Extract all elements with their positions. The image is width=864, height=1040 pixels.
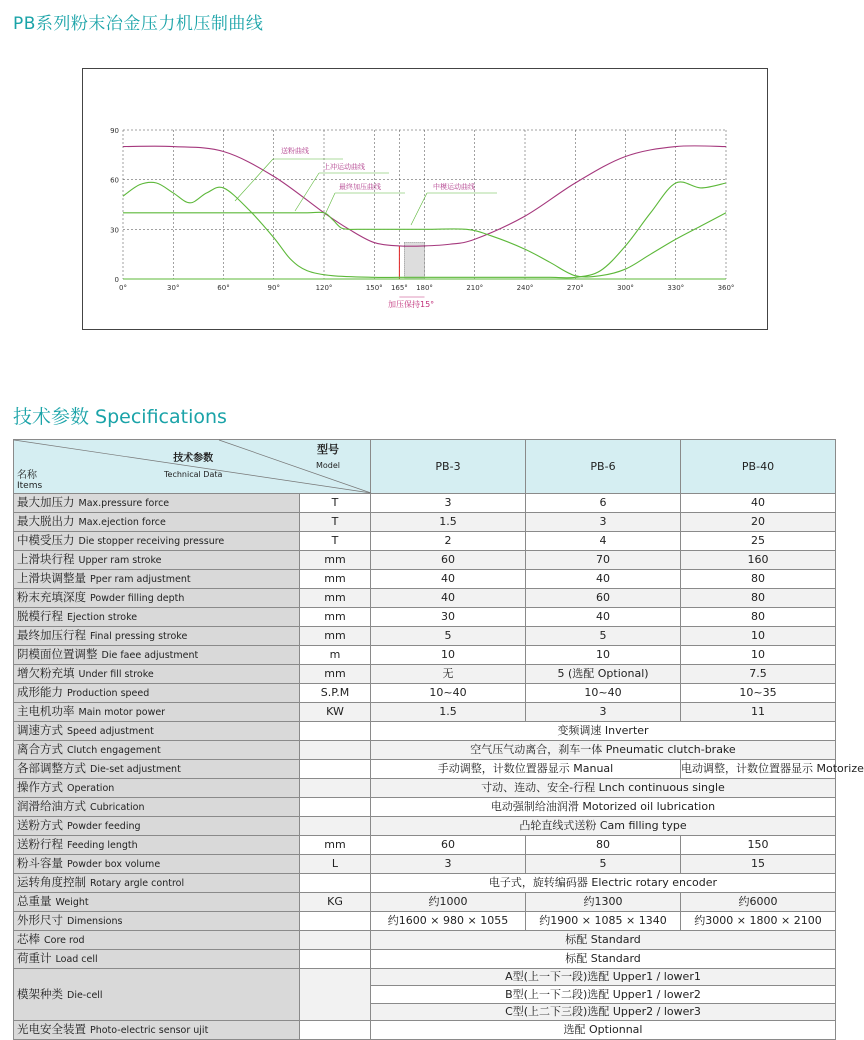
spec-value: 60 xyxy=(371,836,526,855)
spec-value: 无 xyxy=(371,665,526,684)
spec-row xyxy=(14,665,836,684)
spec-unit xyxy=(300,1021,371,1040)
spec-value: 电动调整，计数位置器显示 Motorize xyxy=(681,760,836,779)
spec-unit xyxy=(300,931,371,950)
model-pb40: PB-40 xyxy=(681,440,836,494)
header-items-cn: 名称 xyxy=(17,470,37,481)
spec-row xyxy=(14,646,836,665)
spec-value: 电动强制给油润滑 Motorized oil lubrication xyxy=(371,798,836,817)
item-name-cn: 阴模面位置调整 xyxy=(17,647,98,661)
spec-value: 10 xyxy=(681,646,836,665)
spec-unit: mm xyxy=(300,836,371,855)
spec-item-name xyxy=(14,627,300,646)
die-cell-option: B型(上一下二段)选配 Upper1 / lower2 xyxy=(371,986,836,1003)
spec-value: 选配 Optionnal xyxy=(371,1021,836,1040)
spec-unit: KG xyxy=(300,893,371,912)
item-name-en: Final pressing stroke xyxy=(90,631,188,642)
item-name-en: Die-set adjustment xyxy=(90,764,181,775)
spec-unit: mm xyxy=(300,589,371,608)
spec-item-name xyxy=(14,855,300,874)
spec-row xyxy=(14,589,836,608)
y-tick-label: 0 xyxy=(114,276,119,284)
x-tick-label: 180° xyxy=(416,284,433,292)
spec-item-name xyxy=(14,836,300,855)
spec-value: 变频调速 Inverter xyxy=(371,722,836,741)
spec-item-name xyxy=(14,874,300,893)
spec-value: 10 xyxy=(371,646,526,665)
item-name-cn: 送粉行程 xyxy=(17,837,63,851)
annotation-label: 最终加压曲线 xyxy=(339,183,381,191)
header-corner-cell xyxy=(14,440,371,494)
spec-value: 70 xyxy=(526,551,681,570)
item-name-cn: 润滑给油方式 xyxy=(17,799,86,813)
spec-value: 4 xyxy=(526,532,681,551)
item-name-en: Main motor power xyxy=(78,707,166,718)
spec-table xyxy=(13,439,864,1040)
spec-unit: L xyxy=(300,855,371,874)
model-pb6: PB-6 xyxy=(526,440,681,494)
spec-value: 10 xyxy=(681,627,836,646)
spec-unit xyxy=(300,722,371,741)
spec-value: 20 xyxy=(681,513,836,532)
spec-item-name xyxy=(14,589,300,608)
spec-row xyxy=(14,741,836,760)
x-tick-label: 120° xyxy=(315,284,333,292)
item-name-cn: 总重量 xyxy=(17,894,52,908)
item-name-cn: 最大脱出力 xyxy=(17,514,75,528)
spec-unit: T xyxy=(300,513,371,532)
spec-value: 电子式，旋转编码器 Electric rotary encoder xyxy=(371,874,836,893)
spec-row xyxy=(14,627,836,646)
item-name-en: Powder box volume xyxy=(67,859,161,870)
spec-value: 寸动、连动、安全-行程 Lnch continuous single xyxy=(371,779,836,798)
spec-unit: T xyxy=(300,532,371,551)
spec-item-name xyxy=(14,703,300,722)
item-name-cn: 上滑块调整量 xyxy=(17,571,86,585)
item-name-cn: 粉斗容量 xyxy=(17,856,63,870)
spec-value: 5 xyxy=(526,627,681,646)
item-name-en: Die stopper receiving pressure xyxy=(78,536,225,547)
spec-unit xyxy=(300,779,371,798)
spec-item-name xyxy=(14,646,300,665)
spec-item-name xyxy=(14,570,300,589)
spec-row xyxy=(14,494,836,513)
spec-row xyxy=(14,836,836,855)
spec-value: 10~40 xyxy=(371,684,526,703)
spec-value: 7.5 xyxy=(681,665,836,684)
item-name-cn: 脱模行程 xyxy=(17,609,63,623)
hold-annotation: 加压保持15° xyxy=(388,300,435,309)
item-name-cn: 上滑块行程 xyxy=(17,552,75,566)
spec-unit: mm xyxy=(300,665,371,684)
spec-value: 手动调整，计数位置器显示 Manual xyxy=(371,760,681,779)
item-name-en: Weight xyxy=(55,897,89,908)
spec-row xyxy=(14,969,836,986)
item-name-en: Dimensions xyxy=(67,916,123,927)
spec-unit xyxy=(300,950,371,969)
item-name-en: Clutch engagement xyxy=(67,745,161,756)
item-name-cn: 荷重计 xyxy=(17,951,52,965)
item-name-cn: 最终加压行程 xyxy=(17,628,86,642)
header-tech-data xyxy=(164,451,222,483)
x-tick-label: 240° xyxy=(516,284,534,292)
x-tick-label: 300° xyxy=(617,284,634,292)
annotation-leader xyxy=(323,193,335,219)
annotation-label: 中模运动曲线 xyxy=(433,183,475,191)
item-name-cn: 中模受压力 xyxy=(17,533,75,547)
spec-item-name xyxy=(14,779,300,798)
item-name-cn: 光电安全装置 xyxy=(17,1022,86,1037)
spec-item-name xyxy=(14,532,300,551)
x-tick-label: 210° xyxy=(466,284,484,292)
spec-item-name xyxy=(14,1021,300,1040)
spec-item-name xyxy=(14,798,300,817)
chart-svg xyxy=(83,69,767,329)
spec-item-name xyxy=(14,893,300,912)
chart-section-title: PB系列粉末冶金压力机压制曲线 xyxy=(13,14,264,34)
y-tick-label: 90 xyxy=(110,127,119,135)
x-tick-label: 30° xyxy=(167,284,180,292)
spec-item-name xyxy=(14,760,300,779)
spec-item-name xyxy=(14,608,300,627)
spec-value: 11 xyxy=(681,703,836,722)
spec-value: 60 xyxy=(526,589,681,608)
spec-row xyxy=(14,703,836,722)
spec-value: 标配 Standard xyxy=(371,950,836,969)
spec-value: 150 xyxy=(681,836,836,855)
spec-item-name xyxy=(14,722,300,741)
spec-item-name xyxy=(14,513,300,532)
header-items-en: Items xyxy=(17,481,43,491)
spec-row xyxy=(14,570,836,589)
x-tick-label: 330° xyxy=(667,284,685,292)
spec-item-name xyxy=(14,551,300,570)
spec-unit xyxy=(300,912,371,931)
item-name-cn: 粉末充填深度 xyxy=(17,590,86,604)
spec-value: 10~35 xyxy=(681,684,836,703)
header-model-cn: 型号 xyxy=(316,443,339,456)
spec-unit: KW xyxy=(300,703,371,722)
spec-unit: S.P.M xyxy=(300,684,371,703)
spec-item-name xyxy=(14,950,300,969)
spec-value: 40 xyxy=(371,589,526,608)
item-name-en: Ejection stroke xyxy=(67,612,138,623)
spec-row xyxy=(14,874,836,893)
item-name-cn: 最大加压力 xyxy=(17,495,75,509)
item-name-en: Feeding length xyxy=(67,840,138,851)
spec-row xyxy=(14,912,836,931)
header-items xyxy=(17,470,42,491)
spec-value: 80 xyxy=(681,570,836,589)
spec-item-name xyxy=(14,969,300,1021)
spec-value: 40 xyxy=(371,570,526,589)
spec-value: 3 xyxy=(526,513,681,532)
spec-unit xyxy=(300,760,371,779)
x-tick-label: 360° xyxy=(717,284,735,292)
spec-value: 约1600 × 980 × 1055 xyxy=(371,912,526,931)
x-tick-label: 90° xyxy=(267,284,280,292)
item-name-cn: 模架种类 xyxy=(17,986,63,1001)
spec-row xyxy=(14,817,836,836)
spec-value: 6 xyxy=(526,494,681,513)
spec-value: 3 xyxy=(371,855,526,874)
header-model xyxy=(316,442,340,474)
spec-value: 1.5 xyxy=(371,513,526,532)
spec-value: 约1000 xyxy=(371,893,526,912)
spec-value: 约1300 xyxy=(526,893,681,912)
spec-row xyxy=(14,684,836,703)
item-name-cn: 各部调整方式 xyxy=(17,761,86,775)
spec-value: 15 xyxy=(681,855,836,874)
header-tech-en: Technical Data xyxy=(164,470,223,479)
spec-item-name xyxy=(14,494,300,513)
spec-unit xyxy=(300,969,371,1021)
spec-unit: m xyxy=(300,646,371,665)
item-name-cn: 操作方式 xyxy=(17,780,63,794)
spec-value: 80 xyxy=(526,836,681,855)
item-name-cn: 成形能力 xyxy=(17,685,63,699)
spec-row xyxy=(14,608,836,627)
item-name-en: Powder filling depth xyxy=(90,593,185,604)
spec-unit: mm xyxy=(300,570,371,589)
spec-header-row xyxy=(14,440,836,494)
spec-value: 2 xyxy=(371,532,526,551)
spec-unit xyxy=(300,874,371,893)
pressing-curve-chart xyxy=(82,68,768,330)
item-name-cn: 芯棒 xyxy=(17,932,40,946)
spec-item-name xyxy=(14,931,300,950)
spec-row xyxy=(14,798,836,817)
spec-value: 5 xyxy=(526,855,681,874)
spec-value: 25 xyxy=(681,532,836,551)
spec-item-name xyxy=(14,817,300,836)
spec-unit: mm xyxy=(300,608,371,627)
annotation-label: 上冲运动曲线 xyxy=(323,163,365,171)
item-name-cn: 离合方式 xyxy=(17,742,63,756)
model-pb3: PB-3 xyxy=(371,440,526,494)
spec-row xyxy=(14,1021,836,1040)
spec-unit xyxy=(300,817,371,836)
spec-section-title: 技术参数 Specifications xyxy=(13,406,227,428)
x-tick-label: 150° xyxy=(365,284,383,292)
item-name-cn: 增欠粉充填 xyxy=(17,666,75,680)
item-name-en: Die faee adjustment xyxy=(101,650,199,661)
x-tick-label: 60° xyxy=(217,284,230,292)
item-name-en: Operation xyxy=(67,783,115,794)
item-name-cn: 外形尺寸 xyxy=(17,913,63,927)
item-name-en: Load cell xyxy=(55,954,98,965)
y-tick-label: 60 xyxy=(110,176,119,185)
spec-value: 40 xyxy=(526,608,681,627)
spec-value: 约3000 × 1800 × 2100 xyxy=(681,912,836,931)
item-name-en: Production speed xyxy=(67,688,150,699)
item-name-en: Die-cell xyxy=(67,989,103,1001)
spec-value: 10 xyxy=(526,646,681,665)
x-tick-label: 270° xyxy=(566,284,584,292)
spec-row xyxy=(14,931,836,950)
spec-value: 约6000 xyxy=(681,893,836,912)
annotation-leader xyxy=(295,173,319,211)
spec-value: 5 (选配 Optional) xyxy=(526,665,681,684)
item-name-en: Powder feeding xyxy=(67,821,141,832)
spec-value: 5 xyxy=(371,627,526,646)
spec-value: 80 xyxy=(681,589,836,608)
spec-unit: mm xyxy=(300,551,371,570)
die-cell-option: C型(上二下三段)选配 Upper2 / lower3 xyxy=(371,1003,836,1020)
spec-value: 1.5 xyxy=(371,703,526,722)
spec-value: 160 xyxy=(681,551,836,570)
spec-row xyxy=(14,893,836,912)
annotation-label: 送粉曲线 xyxy=(281,147,309,155)
spec-row xyxy=(14,532,836,551)
spec-value: 凸轮直线式送粉 Cam filling type xyxy=(371,817,836,836)
item-name-en: Max.pressure force xyxy=(78,498,170,509)
spec-row xyxy=(14,551,836,570)
header-tech-cn: 技术参数 xyxy=(173,453,214,464)
item-name-cn: 主电机功率 xyxy=(17,704,75,718)
spec-row xyxy=(14,855,836,874)
spec-unit xyxy=(300,741,371,760)
x-tick-label: 0° xyxy=(119,284,127,292)
item-name-cn: 送粉方式 xyxy=(17,818,63,832)
spec-value: 60 xyxy=(371,551,526,570)
hold-region xyxy=(404,243,424,279)
item-name-en: Pper ram adjustment xyxy=(90,574,191,585)
x-tick-label: 165° xyxy=(390,284,408,292)
item-name-en: Rotary argle control xyxy=(90,878,185,889)
spec-row xyxy=(14,760,836,779)
item-name-cn: 调速方式 xyxy=(17,723,63,737)
item-name-en: Speed adjustment xyxy=(67,726,154,737)
item-name-en: Max.ejection force xyxy=(78,517,166,528)
spec-value: 40 xyxy=(526,570,681,589)
spec-unit: T xyxy=(300,494,371,513)
spec-item-name xyxy=(14,665,300,684)
item-name-en: Under fill stroke xyxy=(78,669,154,680)
header-model-en: Model xyxy=(315,461,340,470)
spec-value: 30 xyxy=(371,608,526,627)
item-name-en: Core rod xyxy=(44,935,85,946)
spec-value: 40 xyxy=(681,494,836,513)
spec-row xyxy=(14,779,836,798)
annotation-leader xyxy=(411,193,427,225)
item-name-en: Cubrication xyxy=(90,802,145,813)
spec-value: 10~40 xyxy=(526,684,681,703)
item-name-cn: 运转角度控制 xyxy=(17,875,86,889)
spec-item-name xyxy=(14,684,300,703)
item-name-en: Upper ram stroke xyxy=(78,555,162,566)
y-tick-label: 30 xyxy=(110,226,119,235)
spec-item-name xyxy=(14,741,300,760)
spec-value: 3 xyxy=(371,494,526,513)
spec-value: 标配 Standard xyxy=(371,931,836,950)
spec-value: 80 xyxy=(681,608,836,627)
die-cell-option: A型(上一下一段)选配 Upper1 / lower1 xyxy=(371,969,836,986)
spec-value: 3 xyxy=(526,703,681,722)
spec-unit xyxy=(300,798,371,817)
spec-value: 空气压气动离合，刹车一体 Pneumatic clutch-brake xyxy=(371,741,836,760)
spec-unit: mm xyxy=(300,627,371,646)
spec-value: 约1900 × 1085 × 1340 xyxy=(526,912,681,931)
spec-row xyxy=(14,513,836,532)
spec-item-name xyxy=(14,912,300,931)
spec-row xyxy=(14,722,836,741)
item-name-en: Photo-electric sensor ujit xyxy=(90,1025,209,1037)
spec-row xyxy=(14,950,836,969)
